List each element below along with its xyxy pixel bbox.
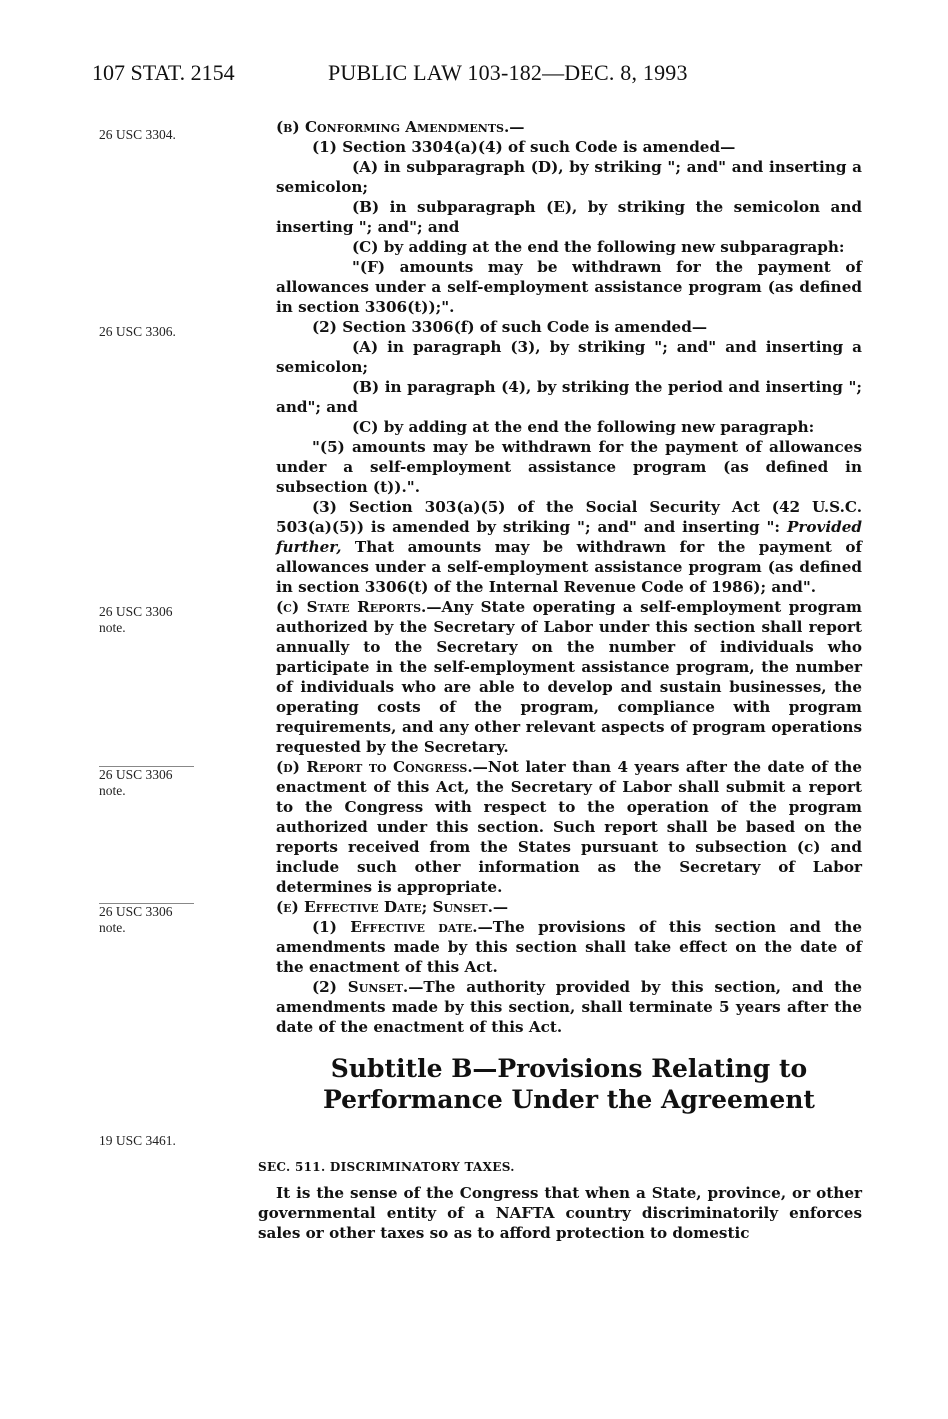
para-3-text-b: That amounts may be withdrawn for the payment of allowances under a self-employment assistance program (as defined in section 3306(t) of the Internal Revenue Code of 1986); and". — [276, 538, 862, 596]
para-d-heading: (d) Report to Congress. — [276, 758, 473, 776]
margin-note-26usc3306: 26 USC 3306. — [99, 324, 176, 339]
para-e1-heading: (1) Effective date. — [312, 918, 478, 936]
para-3 — [276, 497, 862, 597]
statute-body — [276, 117, 862, 1037]
para-2B: (B) in paragraph (4), by striking the period and inserting "; and"; and — [276, 378, 862, 416]
running-header: PUBLIC LAW 103-182—DEC. 8, 1993 — [328, 60, 688, 85]
para-1F: "(F) amounts may be withdrawn for the payment of allowances under a self-employment assistance program (as defined in section 3306(t));". — [276, 258, 862, 316]
para-2: (2) Section 3306(f) of such Code is amended— — [312, 318, 708, 336]
para-1: (1) Section 3304(a)(4) of such Code is amended— — [312, 138, 736, 156]
section-heading: SEC. 511. DISCRIMINATORY TAXES. — [258, 1160, 515, 1174]
margin-note-26usc3306-e: 26 USC 3306 note. — [99, 903, 194, 936]
para-b-heading: (b) Conforming Amendments.— — [276, 118, 525, 136]
subtitle-heading — [276, 1053, 862, 1115]
page-stat-number: 107 STAT. 2154 — [92, 60, 235, 85]
para-1A: (A) in subparagraph (D), by striking "; and" and inserting a semicolon; — [276, 158, 862, 196]
para-2A: (A) in paragraph (3), by striking "; and" and inserting a semicolon; — [276, 338, 862, 376]
para-1C: (C) by adding at the end the following new subparagraph: — [352, 238, 845, 256]
para-d-text: —Not later than 4 years after the date of the enactment of this Act, the Secretary of Labor shall submit a report to the Congress with respect to the operation of the program authorized under this section. Such report shall be based on the reports received from the States pursuant to subsection (c) and include such other information as the Secretary of Labor determines is appropriate. — [276, 758, 862, 896]
section-text: It is the sense of the Congress that when a State, province, or other governmental entity of a NAFTA country discriminatorily enforces sales or other taxes so as to afford protection to domestic — [258, 1184, 862, 1242]
para-3-text-a: (3) Section 303(a)(5) of the Social Security Act (42 U.S.C. 503(a)(5)) is amended by striking "; and" and inserting ": — [276, 498, 862, 536]
margin-note-26usc3304: 26 USC 3304. — [99, 127, 176, 142]
para-e2 — [276, 977, 862, 1037]
para-d — [276, 757, 862, 897]
para-c — [276, 597, 862, 757]
para-e2-text: —The authority provided by this section, and the amendments made by this section, shall terminate 5 years after the date of the enactment of this Act. — [276, 978, 862, 1036]
margin-note-26usc3306-c: 26 USC 3306 note. — [99, 604, 173, 635]
subtitle-line-1: Subtitle B—Provisions Relating to — [330, 1054, 808, 1083]
margin-note-19usc3461: 19 USC 3461. — [99, 1133, 176, 1148]
para-c-text: —Any State operating a self-employment program authorized by the Secretary of Labor under this section shall report annually to the Secretary on the number of individuals who participate in the self-employment assistance program, the number of individuals who are able to develop and sustain businesses, the operating costs of the program, compliance with program requirements, and any other relevant aspects of program operations requested by the Secretary. — [276, 598, 862, 756]
para-3-proviso: Provided further, — [276, 518, 862, 556]
para-e2-heading: (2) Sunset. — [312, 978, 409, 996]
subtitle-line-2: Performance Under the Agreement — [323, 1085, 815, 1114]
para-2-5: "(5) amounts may be withdrawn for the payment of allowances under a self-employment assistance program (as defined in subsection (t)).". — [276, 438, 862, 496]
margin-note-26usc3306-d: 26 USC 3306 note. — [99, 766, 194, 799]
para-1B: (B) in subparagraph (E), by striking the semicolon and inserting "; and"; and — [276, 198, 862, 236]
para-2C: (C) by adding at the end the following new paragraph: — [352, 418, 815, 436]
para-e-heading: (e) Effective Date; Sunset.— — [276, 898, 509, 916]
para-e1 — [276, 917, 862, 977]
para-e1-text: —The provisions of this section and the amendments made by this section shall take effect on the date of the enactment of this Act. — [276, 918, 862, 976]
para-c-heading: (c) State Reports. — [276, 598, 427, 616]
